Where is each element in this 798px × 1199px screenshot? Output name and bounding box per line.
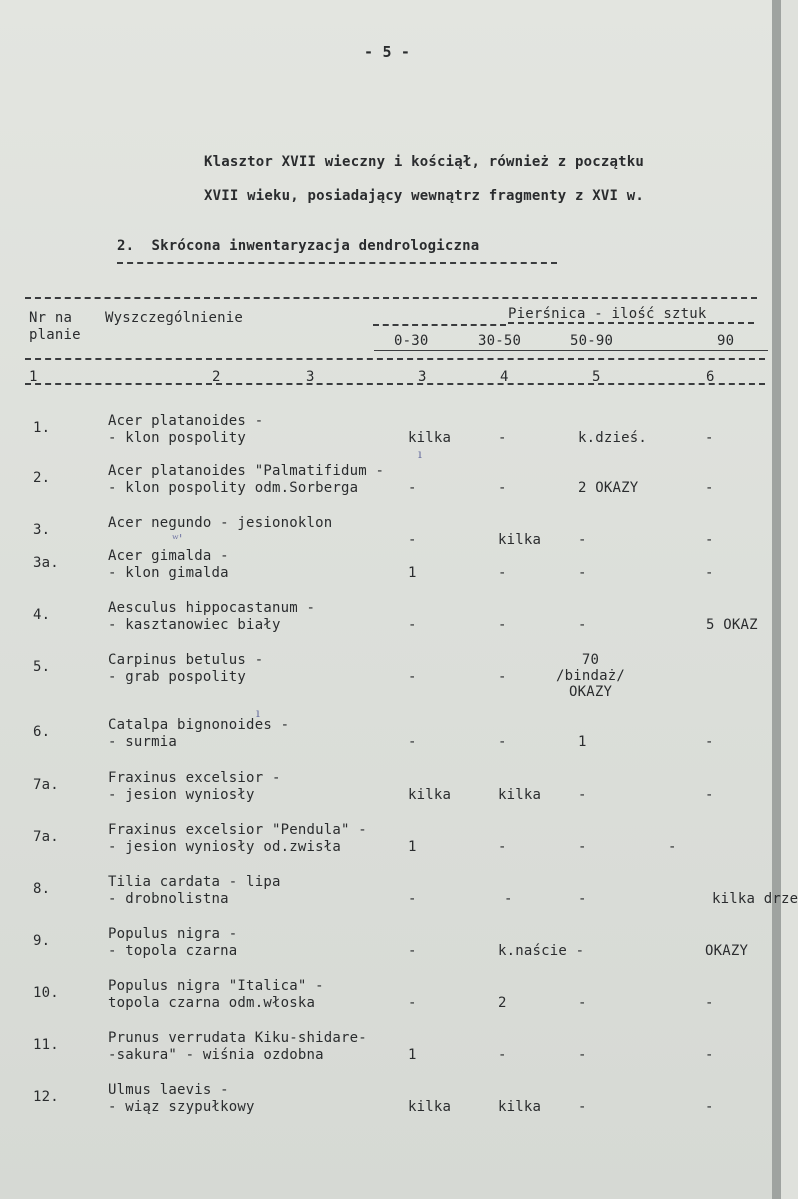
count-cell: - — [578, 565, 587, 581]
species-latin-name: Populus nigra "Italica" - — [108, 978, 324, 994]
species-latin-name: Acer negundo - jesionoklon — [108, 515, 333, 531]
count-cell: - — [498, 480, 507, 496]
count-cell: - — [705, 734, 714, 750]
row-number: 12. — [33, 1089, 59, 1105]
species-latin-name: Fraxinus excelsior - — [108, 770, 281, 786]
species-latin-name: Fraxinus excelsior "Pendula" - — [108, 822, 367, 838]
species-latin-name: Acer platanoides - — [108, 413, 264, 429]
table-top-rule — [25, 297, 757, 299]
head-group-underline — [508, 322, 754, 324]
count-cell: kilka — [498, 1099, 542, 1115]
head-name: Wyszczególnienie — [105, 310, 244, 326]
col-number: 2 — [212, 369, 221, 385]
count-cell: - — [498, 734, 507, 750]
head-range-2: 30-50 — [478, 333, 522, 349]
species-latin-name: Acer platanoides "Palmatifidum - — [108, 463, 385, 479]
species-common-name: - klon gimalda — [108, 565, 229, 581]
species-common-name: - surmia — [108, 734, 178, 750]
count-cell: - — [705, 787, 714, 803]
count-cell: - — [498, 430, 507, 446]
count-cell: - — [408, 532, 417, 548]
row-number: 6. — [33, 724, 51, 740]
col-number: 5 — [592, 369, 601, 385]
count-cell: - — [498, 565, 507, 581]
count-cell: - — [408, 943, 417, 959]
row-number: 7a. — [33, 777, 59, 793]
row-number: 4. — [33, 607, 51, 623]
count-cell: - — [705, 565, 714, 581]
page-number: - 5 - — [364, 43, 411, 61]
count-cell: - — [408, 480, 417, 496]
species-common-name: - jesion wyniosły od.zwisła — [108, 839, 341, 855]
count-cell: 2 — [498, 995, 507, 1011]
count-cell: - — [705, 430, 714, 446]
count-cell: kilka — [498, 532, 542, 548]
count-cell: - — [408, 734, 417, 750]
head-group: Pierśnica - ilość sztuk — [508, 306, 707, 322]
row-number: 1. — [33, 420, 51, 436]
col-number: 1 — [29, 369, 38, 385]
count-cell: - — [705, 480, 714, 496]
row-number: 2. — [33, 470, 51, 486]
count-cell: 1 — [408, 565, 417, 581]
intro-line-2: XVII wieku, posiadający wewnątrz fragmenty z XVI w. — [204, 188, 645, 204]
count-cell: - — [408, 669, 417, 685]
col-number: 4 — [500, 369, 509, 385]
row-number: 3a. — [33, 555, 59, 571]
count-cell: - — [504, 891, 513, 907]
count-cell: 1 — [408, 839, 417, 855]
title-underline — [117, 262, 557, 264]
count-cell: - — [408, 995, 417, 1011]
count-cell: k.dzieś. — [578, 430, 648, 446]
head-range-3: 50-90 — [570, 333, 614, 349]
row-number: 11. — [33, 1037, 59, 1053]
count-cell: 70 /bindaż/ OKAZY — [556, 652, 626, 700]
species-common-name: - wiąz szypułkowy — [108, 1099, 255, 1115]
page-edge — [772, 0, 781, 1199]
row-number: 9. — [33, 933, 51, 949]
species-latin-name: Aesculus hippocastanum - — [108, 600, 316, 616]
count-cell: - — [498, 617, 507, 633]
count-cell: 2 OKAZY — [578, 480, 639, 496]
species-common-name: - klon pospolity — [108, 430, 247, 446]
count-cell: - — [578, 617, 587, 633]
species-latin-name: Ulmus laevis - — [108, 1082, 229, 1098]
col-number: 6 — [706, 369, 715, 385]
species-common-name: - klon pospolity odm.Sorberga — [108, 480, 359, 496]
count-cell: 1 — [408, 1047, 417, 1063]
col-number-rule — [25, 383, 765, 385]
count-cell: - — [705, 532, 714, 548]
species-common-name: - kasztanowiec biały — [108, 617, 281, 633]
head-group-leader — [373, 324, 506, 326]
species-common-name: topola czarna odm.włoska — [108, 995, 316, 1011]
count-cell: kilka — [408, 787, 452, 803]
head-nr-line-1: Nr na — [29, 310, 73, 326]
count-cell: kilka — [408, 430, 452, 446]
count-cell: - — [498, 1047, 507, 1063]
count-cell: kilka — [408, 1099, 452, 1115]
head-range-1: 0-30 — [394, 333, 429, 349]
species-common-name: - grab pospolity — [108, 669, 247, 685]
handwritten-mark: ʷ' — [172, 532, 183, 546]
count-cell: - — [578, 1099, 587, 1115]
count-cell: 1 — [578, 734, 587, 750]
count-cell: k.naście - — [498, 943, 585, 959]
intro-line-1: Klasztor XVII wieczny i kościął, również z początku — [204, 154, 645, 170]
count-cell: - — [705, 995, 714, 1011]
species-common-name: - topola czarna — [108, 943, 238, 959]
count-cell: - — [578, 787, 587, 803]
count-cell: - — [408, 891, 417, 907]
head-range-rule — [374, 350, 768, 351]
species-common-name: -sakura" - wiśnia ozdobna — [108, 1047, 324, 1063]
count-cell: - — [578, 839, 587, 855]
count-cell: - — [498, 669, 507, 685]
count-cell: - — [578, 891, 587, 907]
count-cell: - — [578, 1047, 587, 1063]
head-nr-line-2: planie — [29, 327, 81, 343]
species-latin-name: Acer gimalda - — [108, 548, 229, 564]
count-cell: 5 OKAZ — [706, 617, 758, 633]
count-cell: - — [498, 839, 507, 855]
head-range-4: 90 — [717, 333, 735, 349]
count-cell: OKAZY — [705, 943, 749, 959]
handwritten-mark: ı — [418, 447, 422, 461]
head-bottom-rule — [25, 358, 765, 360]
col-number: 3 — [306, 369, 315, 385]
count-cell: - — [668, 839, 677, 855]
species-latin-name: Populus nigra - — [108, 926, 238, 942]
count-cell: - — [578, 995, 587, 1011]
species-latin-name: Tilia cardata - lipa — [108, 874, 281, 890]
row-number: 8. — [33, 881, 51, 897]
handwritten-mark: ı — [256, 706, 260, 720]
row-number: 10. — [33, 985, 59, 1001]
count-cell: - — [578, 532, 587, 548]
row-number: 3. — [33, 522, 51, 538]
count-cell: - — [408, 617, 417, 633]
section-title: 2. Skrócona inwentaryzacja dendrologiczna — [117, 238, 480, 254]
col-number: 3 — [418, 369, 427, 385]
row-number: 7a. — [33, 829, 59, 845]
count-cell: - — [705, 1099, 714, 1115]
count-cell: kilka — [498, 787, 542, 803]
species-common-name: - drobnolistna — [108, 891, 229, 907]
species-latin-name: Carpinus betulus - — [108, 652, 264, 668]
species-latin-name: Catalpa bignonoides - — [108, 717, 290, 733]
species-latin-name: Prunus verrudata Kiku-shidare- — [108, 1030, 367, 1046]
row-number: 5. — [33, 659, 51, 675]
count-cell: kilka drze — [712, 891, 798, 907]
species-common-name: - jesion wyniosły — [108, 787, 255, 803]
count-cell: - — [705, 1047, 714, 1063]
